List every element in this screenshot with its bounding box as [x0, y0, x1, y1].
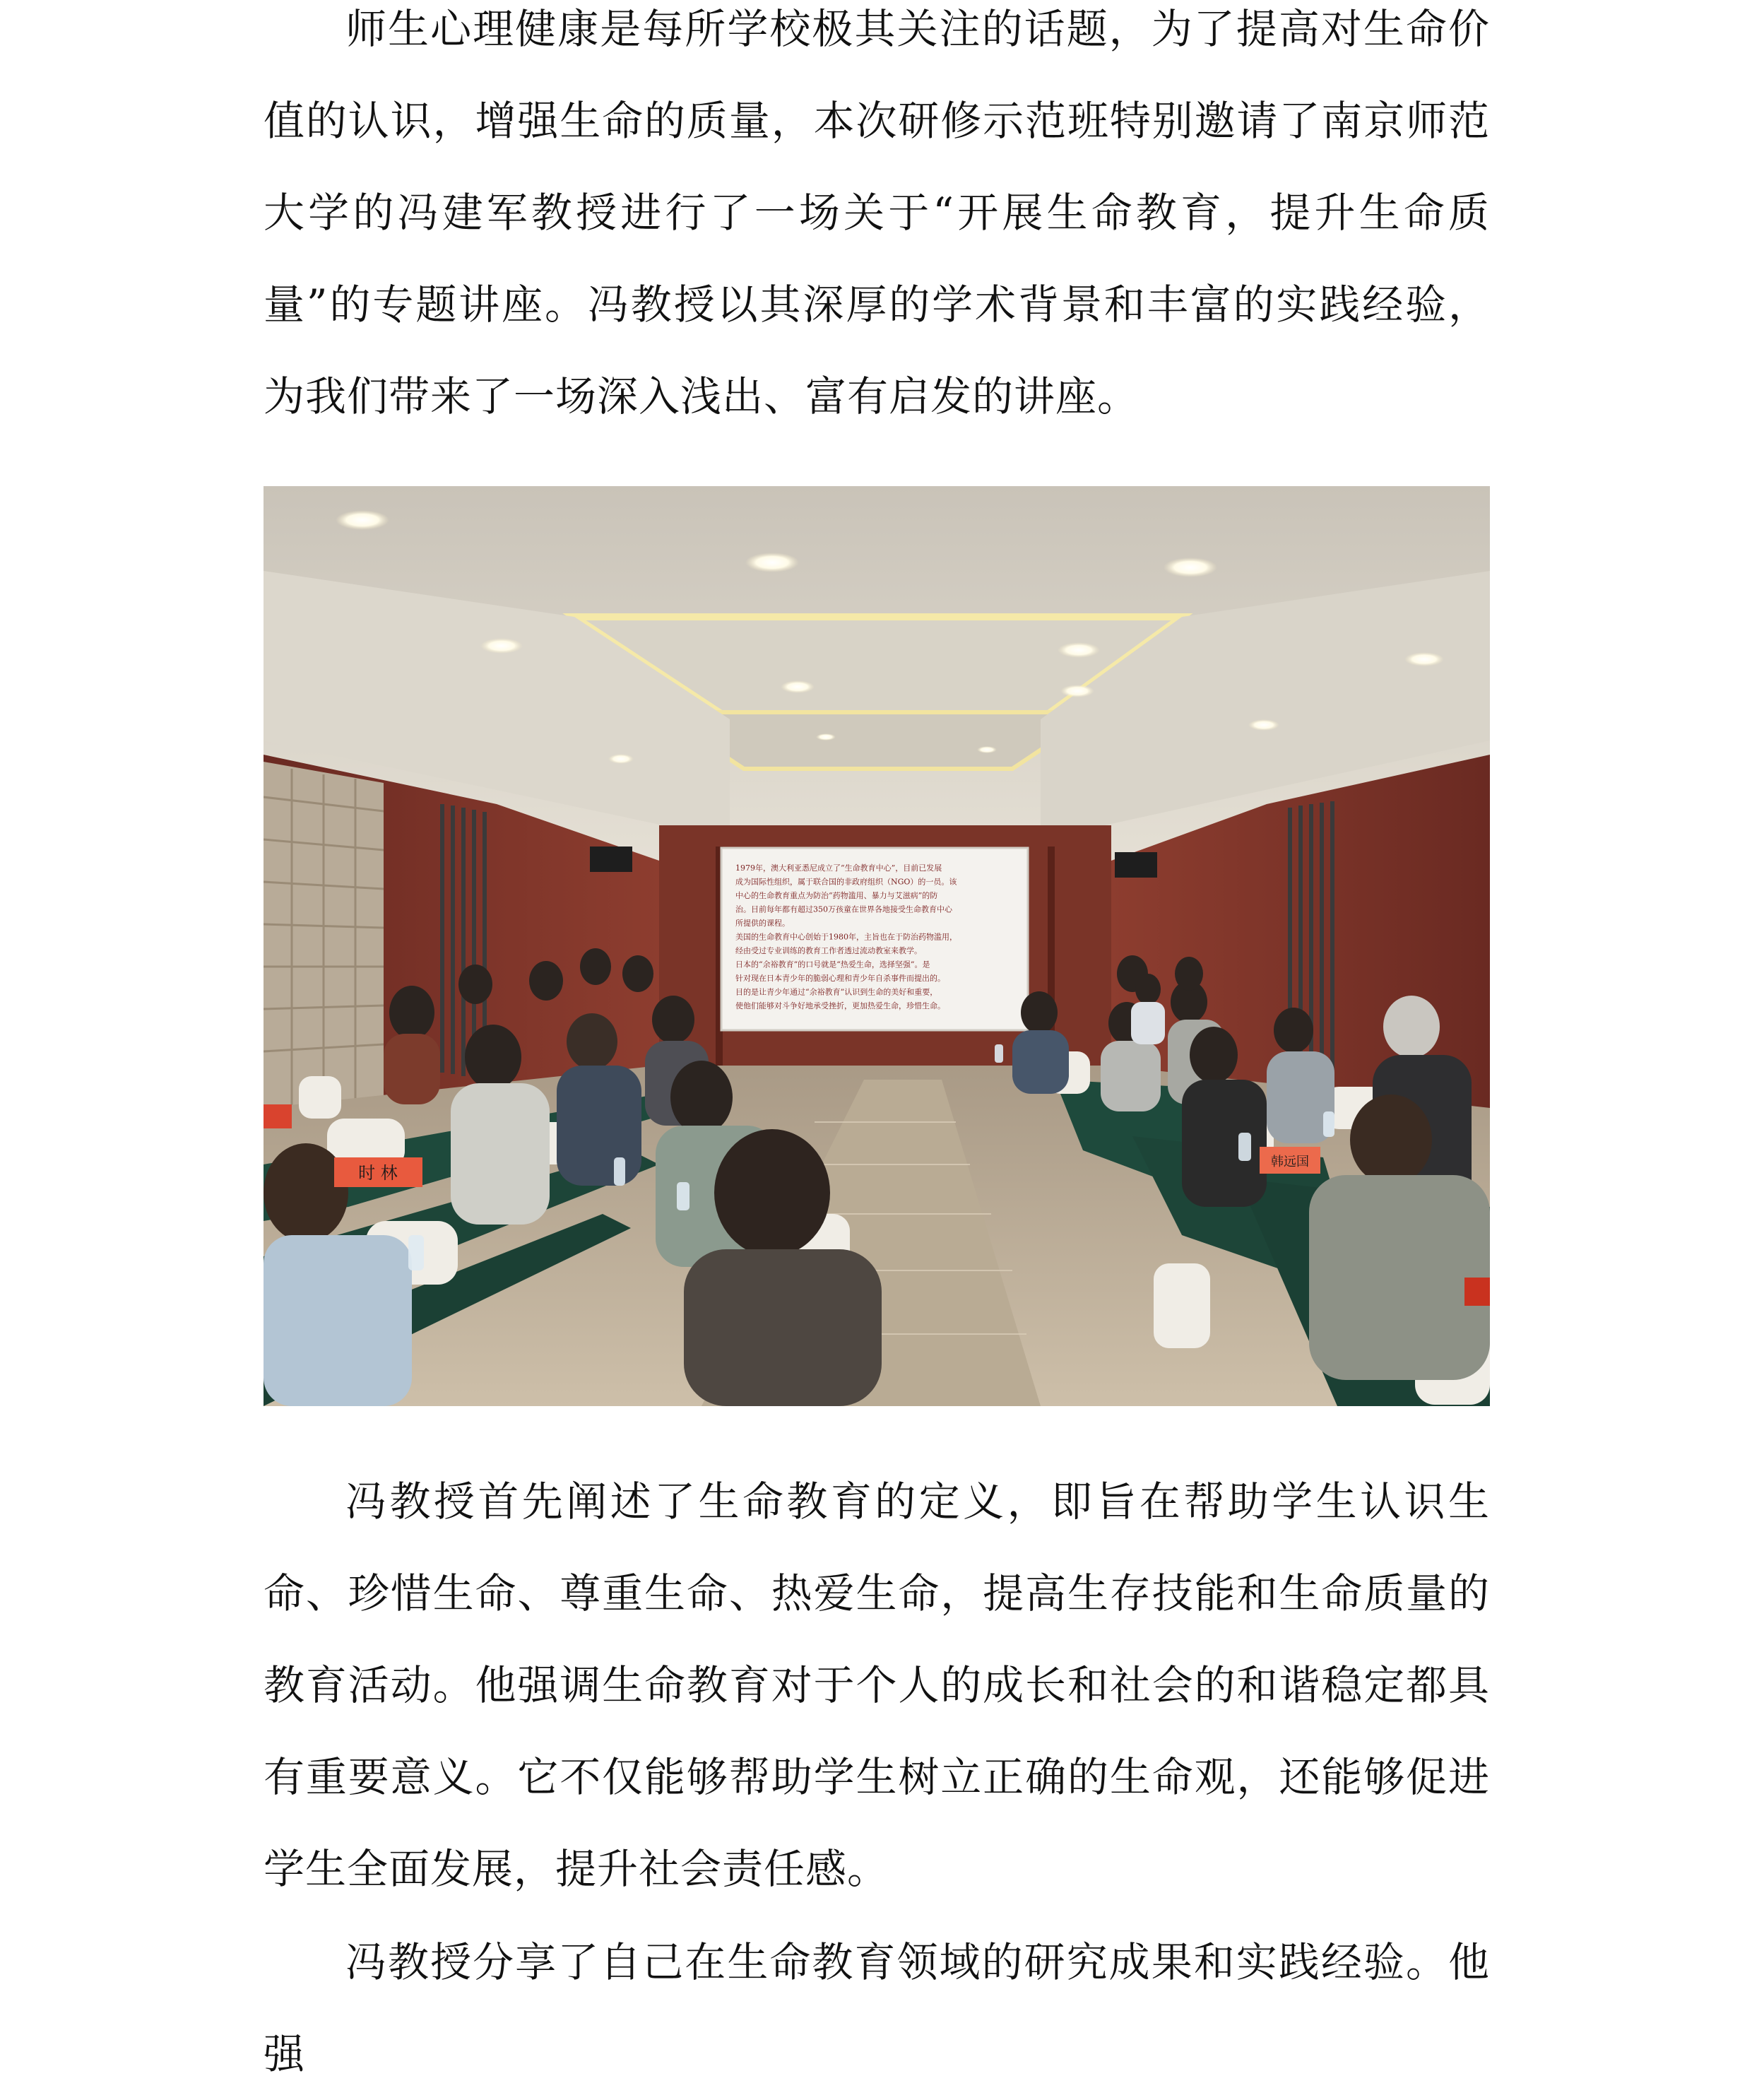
lecture-hall-photo: [264, 486, 1490, 1406]
screen-text-line: 日本的“余裕教育”的口号就是“热爱生命，选择坚强”。是: [735, 960, 930, 969]
screen-text-line: 成为国际性组织，属于联合国的非政府组织（NGO）的一员。该: [735, 877, 957, 887]
nameplate-text: 韩远国: [1271, 1155, 1309, 1169]
screen-text-line: 治。目前每年都有超过350万孩童在世界各地接受生命教育中心: [735, 904, 952, 914]
paragraph-intro: 师生心理健康是每所学校极其关注的话题，为了提高对生命价值的认识，增强生命的质量，本次研修示范班特别邀请了南京师范大学的冯建军教授进行了一场关于“开展生命教育，提升生命质量”的专题讲座。冯教授以其深厚的学术背景和丰富的实践经验，为我们带来了一场深入浅出、富有启发的讲座。: [264, 5, 1490, 420]
screen-text-line: 目的是让青少年通过“余裕教育”认识到生命的美好和重要，: [735, 987, 938, 997]
screen-text-line: 针对现在日本青少年的脆弱心理和青少年自杀事件而提出的。: [735, 974, 945, 983]
nameplate-text: 时 林: [358, 1163, 398, 1183]
paragraph-definition: 冯教授首先阐述了生命教育的定义，即旨在帮助学生认识生命、珍惜生命、尊重生命、热爱生命，提高生存技能和生命质量的教育活动。他强调生命教育对于个人的成长和社会的和谐稳定都具有重要意义。它不仅能够帮助学生树立正确的生命观，还能够促进学生全面发展，提升社会责任感。: [264, 1477, 1490, 1893]
screen-text-line: 美国的生命教育中心创始于1980年，主旨也在于防治药物滥用，: [735, 932, 957, 942]
screen-text-line: 使他们能够对斗争好地承受挫折，更加热爱生命，珍惜生命。: [735, 1001, 945, 1010]
screen-text-line: 经由受过专业训练的教育工作者透过流动教室来教学。: [735, 946, 922, 955]
screen-text-line: 所提供的课程。: [735, 919, 790, 928]
screen-text-line: 中心的生命教育重点为防治“药物滥用、暴力与艾滋病”的防: [735, 891, 938, 900]
paragraph-research: 冯教授分享了自己在生命教育领域的研究成果和实践经验。他强: [264, 1938, 1490, 2078]
screen-text-line: 1979年，澳大利亚悉尼成立了“生命教育中心”，目前已发展: [735, 863, 942, 873]
